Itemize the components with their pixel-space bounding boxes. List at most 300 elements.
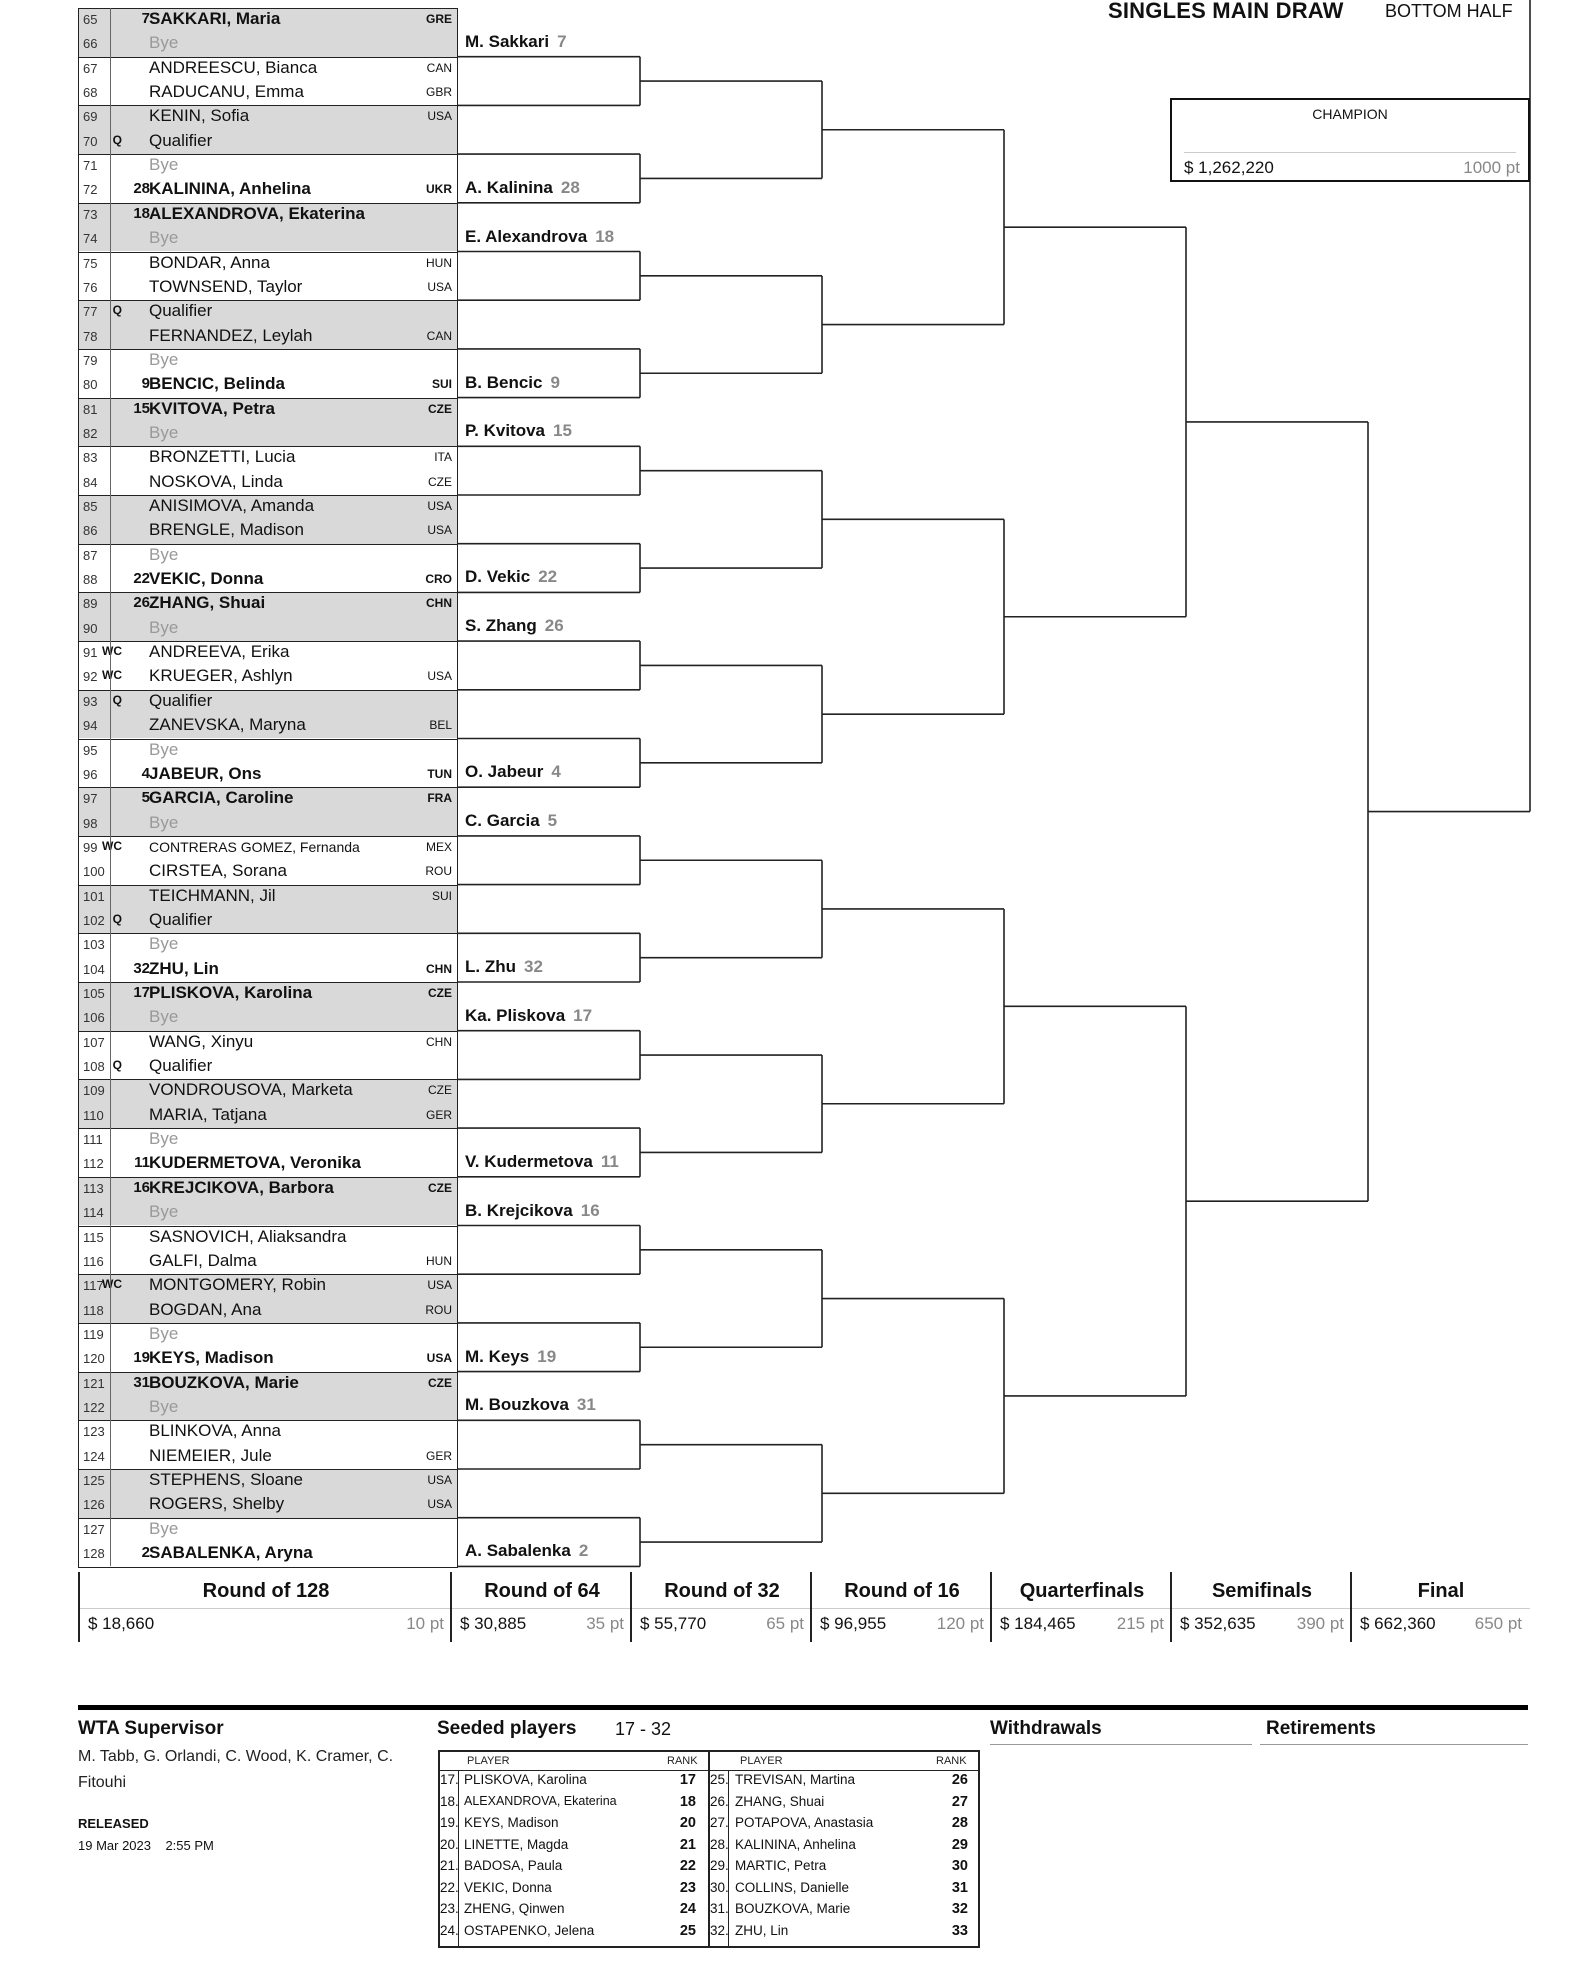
seed-player-name: COLLINS, Danielle <box>735 1879 850 1895</box>
player-nationality: USA <box>427 1278 452 1293</box>
prize-points: 10 pt <box>406 1614 444 1633</box>
draw-position: 123 <box>83 1424 105 1440</box>
winner-seed: 16 <box>580 1200 600 1220</box>
pair-divider <box>78 1177 458 1178</box>
player-name: Bye <box>149 1007 179 1027</box>
seed-rank: 21 <box>679 1836 696 1853</box>
seed-col-rank-right: RANK <box>936 1755 967 1767</box>
seed-number: 26 <box>133 594 150 612</box>
player-nationality: USA <box>427 1473 452 1487</box>
winner-name: B. Bencic <box>465 372 543 392</box>
player-nationality: GRE <box>425 12 452 26</box>
seed-player-name: PLISKOVA, Karolina <box>464 1772 587 1787</box>
player-name: RADUCANU, Emma <box>149 82 304 102</box>
prize-round-name: Semifinals <box>1211 1580 1313 1602</box>
player-name: SABALENKA, Aryna <box>149 1543 313 1563</box>
player-nationality: HUN <box>426 1253 452 1268</box>
seed-rank: 28 <box>951 1815 968 1831</box>
draw-position: 85 <box>83 499 98 514</box>
player-name: VONDROUSOVA, Marketa <box>149 1080 353 1100</box>
seed-rank: 24 <box>679 1901 696 1917</box>
draw-position: 87 <box>83 547 98 563</box>
player-name: SASNOVICH, Aliaksandra <box>149 1226 347 1246</box>
player-name: BRONZETTI, Lucia <box>149 447 296 467</box>
player-nationality: CAN <box>426 328 452 343</box>
pair-divider <box>78 1226 458 1227</box>
winner-name: C. Garcia <box>465 810 540 830</box>
pair-divider <box>78 592 458 593</box>
prize-round-name: Quarterfinals <box>1019 1580 1145 1602</box>
player-name: CIRSTEA, Sorana <box>149 861 287 881</box>
round64-winner <box>465 1395 596 1415</box>
pair-divider <box>78 252 458 253</box>
player-name: Qualifier <box>149 1056 213 1076</box>
seed-position: 24. <box>440 1922 459 1938</box>
player-name: KALININA, Anhelina <box>149 179 311 199</box>
draw-position: 107 <box>83 1034 105 1050</box>
seed-number: 11 <box>134 1154 150 1172</box>
entry-status: Q <box>112 303 122 318</box>
player-nationality: GER <box>425 1107 452 1122</box>
prize-money: $ 55,770 <box>640 1614 707 1633</box>
retirements-title: Retirements <box>1266 1718 1376 1739</box>
draw-position: 92 <box>83 669 98 685</box>
seed-position: 26. <box>710 1793 729 1809</box>
seed-col-rank-left: RANK <box>667 1755 698 1767</box>
winner-name: M. Keys <box>465 1346 530 1366</box>
winner-seed: 5 <box>547 810 558 830</box>
winner-name: E. Alexandrova <box>465 226 588 246</box>
seed-col-player-left: PLAYER <box>467 1755 510 1767</box>
seed-player-name: BOUZKOVA, Marie <box>735 1901 851 1916</box>
seed-rank: 29 <box>951 1836 968 1853</box>
player-name: VEKIC, Donna <box>149 569 264 589</box>
draw-position: 69 <box>83 109 98 125</box>
seed-number: 22 <box>133 570 150 588</box>
player-name: JABEUR, Ons <box>149 763 262 783</box>
prize-round-name: Final <box>1417 1580 1465 1602</box>
seed-player-name: ZHU, Lin <box>735 1922 789 1938</box>
prize-column <box>810 1572 992 1642</box>
entry-status: WC <box>102 668 122 683</box>
player-name: ZHU, Lin <box>149 958 219 978</box>
seed-player-name: BADOSA, Paula <box>464 1858 563 1873</box>
player-name: Bye <box>149 1202 179 1222</box>
player-nationality: GER <box>425 1448 452 1463</box>
released-label: RELEASED <box>78 1816 149 1831</box>
seed-player-name: ALEXANDROVA, Ekaterina <box>464 1793 617 1808</box>
footer-rule <box>78 1705 1528 1710</box>
seed-position: 29. <box>710 1858 729 1873</box>
prize-money: $ 96,955 <box>820 1614 887 1633</box>
round64-winner <box>465 811 557 831</box>
winner-name: D. Vekic <box>465 567 531 587</box>
player-nationality: CZE <box>428 1180 452 1195</box>
round64-winner <box>465 1201 600 1221</box>
draw-position: 122 <box>83 1399 105 1415</box>
winner-seed: 7 <box>557 31 567 51</box>
prize-column <box>990 1572 1172 1642</box>
player-nationality: ITA <box>434 450 452 465</box>
winner-seed: 17 <box>573 1005 593 1025</box>
player-nationality: FRA <box>427 791 452 806</box>
pair-divider <box>78 203 458 204</box>
player-name: Bye <box>149 934 179 954</box>
prize-rule <box>632 1608 812 1609</box>
draw-position: 78 <box>83 328 98 344</box>
prize-points: 650 pt <box>1474 1614 1522 1633</box>
supervisor-names-1: M. Tabb, G. Orlandi, C. Wood, K. Cramer, C. <box>78 1748 394 1765</box>
player-nationality: CZE <box>428 401 452 416</box>
player-nationality: CHN <box>426 596 452 611</box>
seed-rank: 22 <box>679 1858 696 1874</box>
prize-points: 35 pt <box>586 1614 624 1633</box>
player-nationality: GBR <box>425 85 452 100</box>
player-name: KREJCIKOVA, Barbora <box>149 1177 334 1197</box>
prize-rule <box>1352 1608 1530 1609</box>
pair-divider <box>78 1274 458 1275</box>
draw-position: 118 <box>83 1302 104 1318</box>
pair-divider <box>78 739 458 740</box>
player-name: Qualifier <box>149 909 213 929</box>
pair-divider <box>78 349 458 350</box>
seed-player-name: POTAPOVA, Anastasia <box>735 1815 874 1830</box>
player-name: BLINKOVA, Anna <box>149 1421 281 1441</box>
player-name: TEICHMANN, Jil <box>149 885 276 905</box>
winner-seed: 2 <box>578 1541 589 1561</box>
draw-position: 98 <box>83 815 98 831</box>
prize-money: $ 184,465 <box>1000 1614 1076 1633</box>
player-nationality: USA <box>427 669 452 684</box>
position-column-rule <box>110 8 111 1566</box>
champion-label: CHAMPION <box>1312 106 1388 122</box>
player-nationality: CZE <box>428 1375 452 1390</box>
player-name: BOGDAN, Ana <box>149 1299 262 1319</box>
released-date: 19 Mar 2023 2:55 PM <box>78 1838 214 1853</box>
player-name: STEPHENS, Sloane <box>149 1470 304 1489</box>
seed-rank: 25 <box>679 1922 696 1939</box>
seed-number: 9 <box>141 375 150 393</box>
draw-position: 109 <box>83 1083 105 1099</box>
pair-divider <box>78 641 458 642</box>
pair-divider <box>78 57 458 58</box>
page-subtitle: BOTTOM HALF <box>1385 1 1513 21</box>
winner-name: M. Bouzkova <box>465 1395 569 1415</box>
player-name: WANG, Xinyu <box>149 1031 254 1051</box>
draw-position: 83 <box>83 450 98 466</box>
player-name: FERNANDEZ, Leylah <box>149 325 313 345</box>
pair-divider <box>78 105 458 106</box>
round64-winner <box>465 1152 619 1172</box>
pair-divider <box>78 1323 458 1324</box>
player-nationality: CHN <box>426 961 452 976</box>
draw-position: 127 <box>83 1521 105 1537</box>
prize-points: 65 pt <box>766 1614 804 1633</box>
player-name: Bye <box>149 228 179 248</box>
entry-status: Q <box>112 692 122 707</box>
player-nationality: MEX <box>425 839 452 854</box>
prize-rule <box>812 1608 992 1609</box>
winner-seed: 28 <box>560 177 580 197</box>
player-name: Qualifier <box>149 301 213 321</box>
draw-position: 117 <box>83 1278 104 1294</box>
seed-header-rule <box>440 1770 978 1771</box>
seed-position: 20. <box>440 1836 459 1852</box>
entry-status: WC <box>102 838 122 853</box>
seed-position: 32. <box>710 1922 729 1938</box>
player-name: BONDAR, Anna <box>149 252 270 272</box>
draw-position: 66 <box>83 36 98 52</box>
seed-player-name: MARTIC, Petra <box>735 1858 827 1873</box>
player-name: SAKKARI, Maria <box>149 9 281 28</box>
seed-position: 21. <box>440 1858 459 1873</box>
player-nationality: UKR <box>426 182 452 197</box>
seed-position: 28. <box>710 1836 729 1852</box>
page-title: SINGLES MAIN DRAW <box>1108 0 1344 23</box>
player-name: Bye <box>149 812 179 832</box>
draw-position: 95 <box>83 742 98 758</box>
winner-name: A. Kalinina <box>465 177 553 197</box>
seed-position: 23. <box>440 1901 459 1916</box>
winner-name: O. Jabeur <box>465 762 544 782</box>
draw-position: 102 <box>83 912 105 928</box>
player-name: Qualifier <box>149 130 213 150</box>
seed-rank: 26 <box>951 1772 968 1788</box>
player-name: Bye <box>149 1518 179 1538</box>
entry-status: WC <box>102 1277 122 1292</box>
prize-column <box>1170 1572 1352 1642</box>
player-nationality: USA <box>427 499 452 513</box>
player-name: KEYS, Madison <box>149 1348 274 1368</box>
draw-position: 120 <box>83 1351 105 1367</box>
draw-position: 114 <box>83 1205 104 1221</box>
round64-winner <box>465 227 614 247</box>
player-name: Bye <box>149 349 179 369</box>
player-name: Bye <box>149 1323 179 1343</box>
seed-position: 27. <box>710 1815 729 1830</box>
pair-divider <box>78 1079 458 1080</box>
seed-number: 2 <box>141 1544 150 1562</box>
seed-number: 15 <box>133 399 150 417</box>
prize-points: 120 pt <box>936 1614 984 1633</box>
round64-winner <box>465 567 557 587</box>
draw-position: 76 <box>83 279 98 295</box>
winner-seed: 26 <box>544 616 564 636</box>
player-name: BOUZKOVA, Marie <box>149 1372 299 1392</box>
player-name: KENIN, Sofia <box>149 106 250 126</box>
winner-seed: 31 <box>576 1395 596 1415</box>
draw-position: 126 <box>83 1497 105 1513</box>
pair-divider <box>78 398 458 399</box>
pair-divider <box>78 1128 458 1129</box>
champion-money: $ 1,262,220 <box>1184 158 1274 177</box>
seed-number: 5 <box>141 789 150 807</box>
winner-name: P. Kvitova <box>465 421 546 441</box>
player-nationality: USA <box>426 1351 452 1366</box>
draw-position: 113 <box>83 1180 104 1196</box>
prize-round-name: Round of 64 <box>484 1580 600 1602</box>
seed-position: 30. <box>710 1879 729 1895</box>
entry-status: Q <box>112 1058 122 1073</box>
draw-position: 101 <box>83 888 105 904</box>
seed-position: 25. <box>710 1772 729 1787</box>
player-nationality: CZE <box>428 986 452 1000</box>
prize-column <box>1350 1572 1530 1642</box>
draw-position: 68 <box>83 85 98 101</box>
seed-number: 7 <box>141 10 150 27</box>
prize-column <box>78 1572 452 1642</box>
draw-position: 105 <box>83 986 105 1001</box>
seed-position: 18. <box>440 1793 459 1809</box>
champion-rule <box>1184 152 1516 153</box>
seed-number: 28 <box>133 180 150 198</box>
prize-rule <box>1172 1608 1352 1609</box>
player-name: CONTRERAS GOMEZ, Fernanda <box>149 838 360 855</box>
player-name: ANDREESCU, Bianca <box>149 57 318 77</box>
player-nationality: CAN <box>426 60 452 75</box>
seed-col-player-right: PLAYER <box>740 1755 783 1767</box>
pair-divider <box>78 446 458 447</box>
prize-money: $ 30,885 <box>460 1614 527 1633</box>
prize-points: 390 pt <box>1296 1614 1344 1633</box>
seed-player-name: OSTAPENKO, Jelena <box>464 1922 595 1938</box>
draw-position: 80 <box>83 377 98 393</box>
player-name: Bye <box>149 1129 179 1149</box>
draw-position: 128 <box>83 1546 105 1562</box>
draw-position: 125 <box>83 1473 105 1488</box>
supervisor-title: WTA Supervisor <box>78 1718 224 1739</box>
player-name: KRUEGER, Ashlyn <box>149 666 293 686</box>
seed-rank: 17 <box>679 1772 696 1788</box>
player-name: ALEXANDROVA, Ekaterina <box>149 203 366 223</box>
winner-name: L. Zhu <box>465 957 516 976</box>
player-name: Bye <box>149 617 179 637</box>
draw-position: 115 <box>83 1229 104 1245</box>
round64-winner <box>465 957 543 977</box>
player-name: BENCIC, Belinda <box>149 374 286 394</box>
seed-position: 17. <box>440 1772 459 1787</box>
seed-position: 19. <box>440 1815 459 1830</box>
player-nationality: ROU <box>425 864 452 879</box>
seed-number: 16 <box>133 1178 150 1196</box>
prize-column <box>450 1572 632 1642</box>
prize-points: 215 pt <box>1116 1614 1164 1633</box>
winner-name: S. Zhang <box>465 616 537 636</box>
player-nationality: USA <box>427 523 452 538</box>
round64-winner <box>465 421 572 441</box>
player-nationality: CHN <box>426 1034 452 1049</box>
player-name: MONTGOMERY, Robin <box>149 1275 326 1295</box>
winner-seed: 22 <box>538 567 558 587</box>
player-name: ANDREEVA, Erika <box>149 642 290 662</box>
pair-divider <box>78 982 458 983</box>
draw-position: 111 <box>83 1132 103 1148</box>
prize-round-name: Round of 16 <box>844 1580 960 1602</box>
player-nationality: CZE <box>428 474 452 489</box>
draw-position: 100 <box>83 864 105 880</box>
pair-divider <box>78 1518 458 1519</box>
player-name: Bye <box>149 1396 179 1416</box>
draw-position: 99 <box>83 839 98 855</box>
winner-name: A. Sabalenka <box>465 1541 571 1561</box>
prize-rule <box>452 1608 632 1609</box>
winner-name: M. Sakkari <box>465 31 550 51</box>
draw-position: 82 <box>83 425 98 441</box>
draw-position: 119 <box>83 1326 104 1342</box>
entry-status: Q <box>112 911 122 926</box>
winner-name: B. Krejcikova <box>465 1200 573 1220</box>
player-name: Qualifier <box>149 690 213 710</box>
prize-round-name: Round of 32 <box>664 1580 780 1602</box>
round64-winner <box>465 762 561 782</box>
draw-position: 108 <box>83 1059 105 1075</box>
entry-status: WC <box>102 644 122 659</box>
draw-position: 104 <box>83 961 105 977</box>
draw-position: 116 <box>83 1253 104 1269</box>
player-name: BRENGLE, Madison <box>149 520 304 540</box>
seed-rank: 33 <box>951 1922 968 1939</box>
winner-name: Ka. Pliskova <box>465 1005 566 1025</box>
player-name: Bye <box>149 33 179 53</box>
prize-round-name: Round of 128 <box>202 1580 330 1602</box>
winner-seed: 32 <box>523 957 543 976</box>
draw-position: 74 <box>83 231 98 247</box>
seed-rank: 32 <box>951 1901 968 1917</box>
seed-player-name: ZHANG, Shuai <box>735 1793 825 1809</box>
pair-divider <box>78 690 458 691</box>
draw-position: 121 <box>83 1375 105 1391</box>
seed-rank: 20 <box>679 1815 696 1831</box>
player-nationality: USA <box>427 109 452 124</box>
draw-position: 77 <box>83 304 98 320</box>
round64-winner <box>465 1006 592 1026</box>
player-name: ROGERS, Shelby <box>149 1494 285 1514</box>
draw-position: 86 <box>83 523 98 539</box>
player-name: MARIA, Tatjana <box>149 1104 267 1124</box>
player-nationality: USA <box>427 279 452 294</box>
winner-seed: 11 <box>600 1151 619 1171</box>
player-nationality: HUN <box>426 255 452 270</box>
draw-position: 90 <box>83 620 98 636</box>
seed-number: 18 <box>133 204 150 222</box>
seed-number: 17 <box>133 984 150 1001</box>
winner-seed: 18 <box>595 226 615 246</box>
player-nationality: USA <box>427 1497 452 1512</box>
winner-seed: 4 <box>551 762 561 782</box>
champion-box <box>1170 98 1530 182</box>
seed-position: 31. <box>710 1901 729 1916</box>
pair-divider <box>78 1372 458 1373</box>
pair-divider <box>78 933 458 934</box>
withdrawals-rule <box>990 1744 1252 1745</box>
draw-table-frame <box>78 8 458 1568</box>
draw-position: 110 <box>83 1107 104 1123</box>
pair-divider <box>78 836 458 837</box>
pair-divider <box>78 1469 458 1470</box>
player-name: KVITOVA, Petra <box>149 398 275 418</box>
draw-position: 96 <box>83 766 98 782</box>
draw-position: 91 <box>83 645 98 661</box>
seed-rank: 18 <box>679 1793 696 1810</box>
winner-seed: 19 <box>537 1346 557 1366</box>
draw-position: 75 <box>83 255 98 271</box>
draw-position: 112 <box>83 1156 104 1172</box>
player-name: TOWNSEND, Taylor <box>149 276 303 296</box>
seed-number: 4 <box>141 764 150 782</box>
player-nationality: CRO <box>425 572 452 587</box>
prize-money: $ 18,660 <box>88 1614 155 1633</box>
draw-position: 72 <box>83 182 98 198</box>
